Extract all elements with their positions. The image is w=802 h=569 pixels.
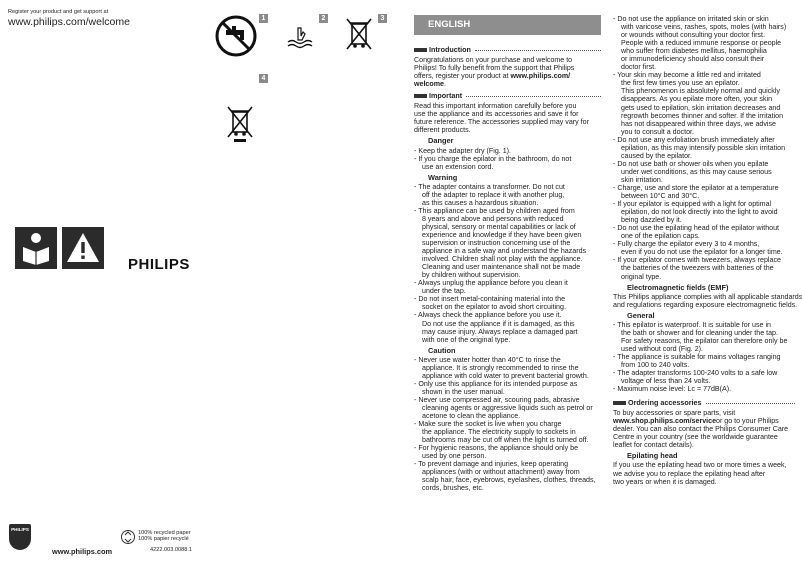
text-line: supervision or instruction concerning use of the (422, 239, 571, 248)
language-header (414, 15, 601, 35)
text-line: bathrooms may be cut off when the light is turned off. (422, 436, 589, 445)
text-line: - Your skin may become a little red and irritated (613, 71, 761, 80)
emf-title: Electromagnetic fields (EMF) (627, 282, 729, 292)
text-line: or immunodeficiency should also consult their (621, 55, 765, 64)
ordering-after-url: or go to your Philips (716, 417, 779, 426)
text-line: - Do not use any exfoliation brush immediately after (613, 135, 775, 144)
text-line: the batteries of the tweezers with batteries of the (621, 264, 774, 273)
text-line: If you use the epilating head two or more times a week, (613, 461, 787, 470)
section-ordering-title: Ordering accessories (628, 398, 702, 408)
read-manual-icon (15, 227, 57, 269)
text-line: - Fully charge the epilator every 3 to 4 months, (613, 240, 760, 249)
register-line: Register your product and get support at (8, 9, 109, 15)
text-line: scalp hair, face, eyebrows, eyelashes, clothes, threads, (422, 476, 596, 485)
text-line: - This appliance can be used by children aged from (414, 206, 575, 215)
text-line: and regulations regarding exposure electromagnetic fields. (613, 300, 798, 309)
text-line: - Keep the adapter dry (Fig. 1). (414, 146, 511, 155)
fig-number-4: 4 (259, 74, 268, 83)
text-line: This phenomenon is absolutely normal and quickly (621, 87, 780, 96)
text-line: - Make sure the socket is live when you charge (414, 420, 562, 429)
important-line: use the appliance and its accessories and save it for (414, 110, 579, 119)
text-line: two years or when it is damaged. (613, 477, 717, 486)
ordering-url[interactable]: www.shop.philips.com/service (613, 417, 717, 426)
text-line: by children without supervision. (422, 271, 521, 280)
text-line: even if you do not use the epilator for a longer time. (621, 248, 783, 257)
fig-number-2: 2 (319, 14, 328, 23)
text-line: caused by the epilator. (621, 151, 692, 160)
fig-number-3: 3 (378, 14, 387, 23)
text-line: one of the epilation caps. (621, 232, 700, 241)
text-line: gets used to epilation, skin irritation decreases and (621, 103, 781, 112)
fig-number-1: 1 (259, 14, 268, 23)
text-line: under wet conditions, as this may cause serious (621, 167, 772, 176)
recycle-icon (120, 529, 136, 545)
text-line: we advise you to replace the epilating head after (613, 469, 766, 478)
text-line: skin irritation. (621, 175, 663, 184)
text-line: voltage of less than 24 volts. (621, 377, 711, 386)
section-ordering (613, 399, 795, 407)
intro-url-continued[interactable]: welcome (414, 80, 444, 89)
text-line: - Maximum noise level: Lc = 77dB(A). (613, 385, 732, 394)
brand-logo: PHILIPS (128, 256, 190, 273)
language-header-label: ENGLISH (428, 19, 471, 30)
text-line: shown in the user manual. (422, 387, 505, 396)
text-line: cords, brushes, etc. (422, 484, 484, 493)
warning-list (414, 183, 601, 344)
text-line: - Charge, use and store the epilator at a temperature (613, 183, 779, 192)
text-line: from 100 to 240 volts. (621, 360, 690, 369)
text-line: the appliance. The electricity supply to sockets in (422, 428, 576, 437)
important-line: different products. (414, 126, 471, 135)
text-line: Cleaning and user maintenance shall not be made (422, 263, 581, 272)
section-important-title: Important (429, 91, 463, 101)
text-line: - For hygienic reasons, the appliance should only be (414, 444, 579, 453)
text-line: epilation, as this may intensify possible skin irritation (621, 143, 786, 152)
text-line: doctor first. (621, 63, 657, 72)
epilating-list (613, 461, 795, 485)
warning-icon (62, 227, 104, 269)
footer-url[interactable]: www.philips.com (52, 547, 113, 556)
middle-column: Introduction Congratulations on your purchase and welcome to Philips! To fully benefit from the support that Philips offers, register your product at www.philips.com/ welcome. Important Read this important information carefully before you use the appliance and its accessories and save it for future reference. The accessories supplied may vary for different products. Danger - Keep the adapter dry (Fig. 1). - If you charge the epilator in the bathroom, do not use an extension cord. Warning - The adapter contains a transformer. Do not cut off the adapter to replace it with another plug, as this causes a hazardous situation. - This appliance can be used by children aged from 8 years and above and persons with reduced physical, sensory or mental capabilities or lack of experience and knowledge if they have been given supervision or instruction concerning use of the appliance in a safe way and understand the hazards involved. Children shall not play with the appliance. Cleaning and user maintenance shall not be made by children without supervision. - Always unplug the appliance before you clean it under the tap. - Do not insert metal-containing material into the socket on the epilator to avoid short circuiting. - Always check the appliance before you use it. Do not use the appliance if it is damaged, as this may cause injury. Always replace a damaged part with one of the original type. Caution - Never use water hotter than 40°C to rinse the appliance. It is strongly recommended to rinse the appliance with cold water to prevent bacterial growth. - Only use this appliance for its intended purpose as shown in the user manual. - Never use compressed air, scouring pads, abrasive cleaning agents or aggressive liquids such as petrol or acetone to clean the appliance. - Make sure the socket is live when you charge the appliance. The electricity supply to sockets in bathrooms may be cut off when the light is turned off. - For hygienic reasons, the appliance should only be used by one person. - To prevent damage and injuries, keep operating appliances (with or without attachment) away from scalp hair, face, eyebrows, eyelashes, clothes, threads, cords, brushes, etc. (414, 42, 601, 492)
text-line: involved. Children shall not play with the appliance. (422, 255, 583, 264)
text-line: acetone to clean the appliance. (422, 412, 521, 421)
text-line: - The adapter transforms 100-240 volts to a safe low (613, 369, 778, 378)
intro-line-text: offers, register your product at (414, 72, 509, 81)
ordering-list (613, 425, 795, 449)
text-line: physical, sensory or mental capabilities or lack of (422, 222, 576, 231)
text-line: appliance in a safe way and understand the hazards (422, 247, 587, 256)
bath-hand-icon (284, 20, 318, 54)
text-line: disappears. As you epilate more often, your skin (621, 95, 773, 104)
text-line: or wounds without consulting your doctor first. (621, 31, 765, 40)
text-line: People with a reduced immune response or people (621, 39, 782, 48)
text-line: - If your epilator comes with tweezers, always replace (613, 256, 781, 265)
text-line: used by one person. (422, 452, 487, 461)
ordering-line: To buy accessories or spare parts, visit (613, 409, 736, 418)
text-line: - Do not insert metal-containing material into the (414, 295, 566, 304)
text-line: appliance with cold water to prevent bacterial growth. (422, 371, 589, 380)
text-line: - Do not use bath or shower oils when you epilate (613, 159, 769, 168)
right-column (613, 15, 802, 486)
text-line: - Never use water hotter than 40°C to rinse the (414, 355, 561, 364)
text-line: socket on the epilator to avoid short circuiting. (422, 303, 566, 312)
ordering-line-with-url (613, 417, 795, 425)
intro-line: Philips! To fully benefit from the support that Philips (414, 64, 575, 73)
text-line: between 10°C and 30°C. (621, 192, 700, 201)
text-line: - The appliance is suitable for mains voltages ranging (613, 352, 781, 361)
important-line: Read this important information carefully before you (414, 102, 577, 111)
section-introduction-title: Introduction (429, 45, 471, 54)
text-line: used without cord (Fig. 2). (621, 344, 704, 353)
caution-title: Caution (428, 345, 456, 355)
text-line: with varicose veins, rashes, spots, moles (with hairs) (621, 23, 787, 32)
text-line: as this causes a hazardous situation. (422, 198, 539, 207)
text-line: appliances (with or without attachment) away from (422, 468, 580, 477)
text-line: Do not use the appliance if it is damaged, as this (422, 319, 575, 328)
crossed-bin-icon (344, 16, 374, 52)
text-line: off the adapter to replace it with another plug, (422, 190, 565, 199)
text-line: who suffer from diabetes mellitus, haemophilia (621, 47, 767, 56)
text-line: - To prevent damage and injuries, keep operating (414, 460, 569, 469)
text-line: - If your epilator is equipped with a light for optimal (613, 200, 772, 209)
section-introduction (414, 46, 601, 54)
text-line: epilation, do not look directly into the light to avoid (621, 208, 778, 217)
danger-title: Danger (428, 136, 454, 146)
text-line: - The adapter contains a transformer. Do not cut (414, 182, 565, 191)
general-list (613, 321, 795, 393)
recycled-paper-fr: 100% papier recyclé (138, 536, 189, 542)
text-line: the first few times you use an epilator. (621, 79, 740, 88)
text-line: 8 years and above and persons with reduced (422, 214, 564, 223)
text-line: being dazzled by it. (621, 216, 682, 225)
emf-list (613, 292, 802, 309)
text-line: For safety reasons, the epilator can therefore only be (621, 336, 788, 345)
register-url[interactable]: www.philips.com/welcome (8, 16, 130, 28)
right-warnings-list (613, 15, 795, 281)
no-water-tap-icon (214, 14, 258, 58)
shield-logo-text: PHILIPS (11, 527, 29, 532)
caution-list (414, 356, 601, 493)
text-line: - Never use compressed air, scouring pads, abrasive (414, 395, 580, 404)
text-line: with one of the original type. (422, 335, 511, 344)
danger-list (414, 147, 601, 171)
text-line: This Philips appliance complies with all applicable standards (613, 292, 802, 301)
text-line: cleaning agents or aggressive liquids such as petrol or (422, 403, 593, 412)
battery-bin-icon (224, 104, 256, 144)
recycled-paper-en: 100% recycled paper (138, 530, 191, 536)
text-line: appliance. It is strongly recommended to rinse the (422, 363, 579, 372)
epilating-title: Epilating head (627, 451, 678, 461)
text-line: - This epilator is waterproof. It is suitable for use in (613, 320, 771, 329)
section-important (414, 92, 601, 100)
intro-url[interactable]: www.philips.com/ (510, 72, 571, 81)
general-title: General (627, 310, 655, 320)
text-line: under the tap. (422, 287, 466, 296)
warning-title: Warning (428, 172, 458, 182)
text-line: may cause injury. Always replace a damaged part (422, 327, 578, 336)
intro-line: Congratulations on your purchase and welcome to (414, 56, 573, 65)
text-line: - If you charge the epilator in the bathroom, do not (414, 154, 572, 163)
text-line: original type. (621, 272, 662, 281)
text-line: - Do not use the epilating head of the epilator without (613, 224, 780, 233)
text-line: use an extension cord. (422, 162, 494, 171)
text-line: experience and knowledge if they have been given (422, 230, 582, 239)
philips-shield-icon (9, 524, 31, 550)
intro-line-with-url (414, 72, 601, 80)
text-line: leaflet for contact details). (613, 441, 694, 450)
text-line: - Always unplug the appliance before you clean it (414, 279, 568, 288)
text-line: regrowth becomes thinner and softer. If the irritation (621, 111, 784, 120)
text-line: has not disappeared within three days, we advise (621, 119, 776, 128)
text-line: - Always check the appliance before you use it. (414, 311, 562, 320)
text-line: - Do not use the appliance on irritated skin or skin (613, 15, 769, 23)
important-line: future reference. The accessories supplied may vary for (414, 118, 589, 127)
text-line: Centre in your country (see the worldwide guarantee (613, 433, 778, 442)
text-line: dealer. You can also contact the Philips Consumer Care (613, 425, 789, 434)
text-line: you to consult a doctor. (621, 127, 694, 136)
text-line: the bath or shower and for cleaning under the tap. (621, 328, 778, 337)
document-code: 4222.003.0088.1 (150, 547, 192, 553)
text-line: - Only use this appliance for its intended purpose as (414, 379, 578, 388)
